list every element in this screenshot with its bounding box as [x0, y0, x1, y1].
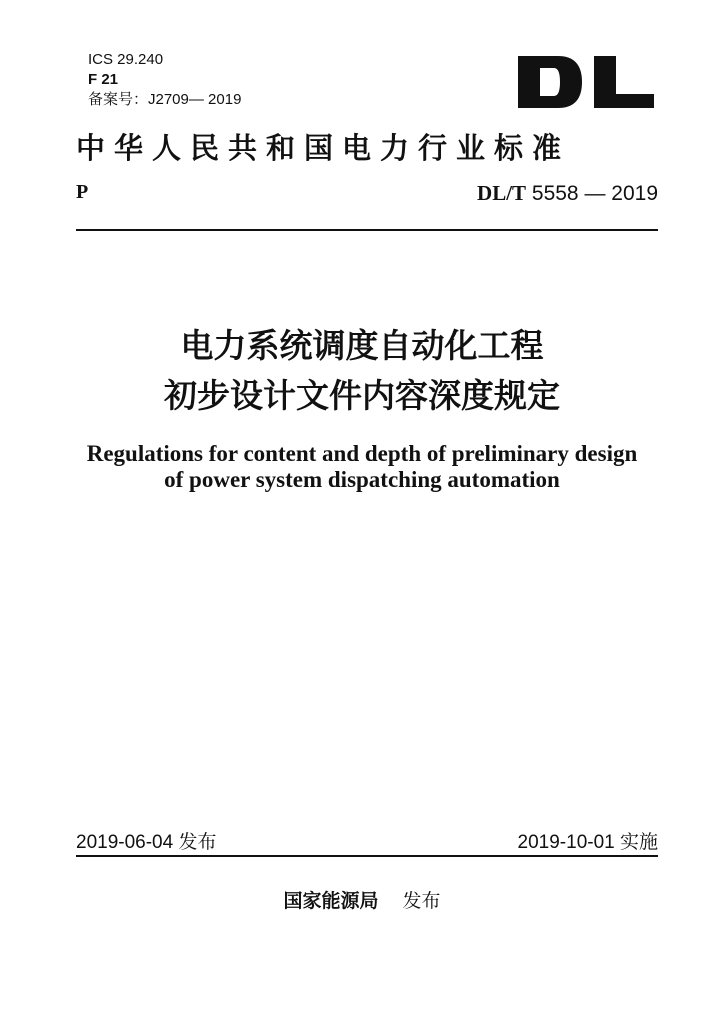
classification-code: F 21 [88, 71, 119, 88]
standard-number-prefix: DL/T [477, 181, 527, 205]
classification-block [88, 50, 241, 110]
issuer-line [0, 886, 724, 913]
category-code: P [76, 181, 89, 203]
title-en-line2: of power system dispatching automation [164, 467, 560, 492]
standard-number [477, 181, 658, 206]
ics-code: ICS 29.240 [88, 51, 164, 68]
title-cn-line2: 初步设计文件内容深度规定 [164, 376, 560, 415]
implementation-date: 2019-10-01 实施 [517, 832, 658, 853]
top-divider [76, 229, 658, 231]
dl-logo [516, 54, 656, 110]
title-cn-line1: 电力系统调度自动化工程 [180, 326, 544, 365]
standard-type-heading: 中华人民共和国电力行业标准 [76, 131, 571, 165]
issuing-action: 发布 [402, 890, 441, 912]
issuing-organization: 国家能源局 [283, 890, 379, 912]
bottom-divider [76, 855, 658, 857]
release-date: 2019-06-04 发布 [76, 832, 217, 853]
record-number: 备案号：J2709— 2019 [88, 91, 242, 108]
title-en-line1: Regulations for content and depth of preliminary design [86, 441, 638, 466]
standard-number-value: 5558 — 2019 [531, 182, 658, 205]
